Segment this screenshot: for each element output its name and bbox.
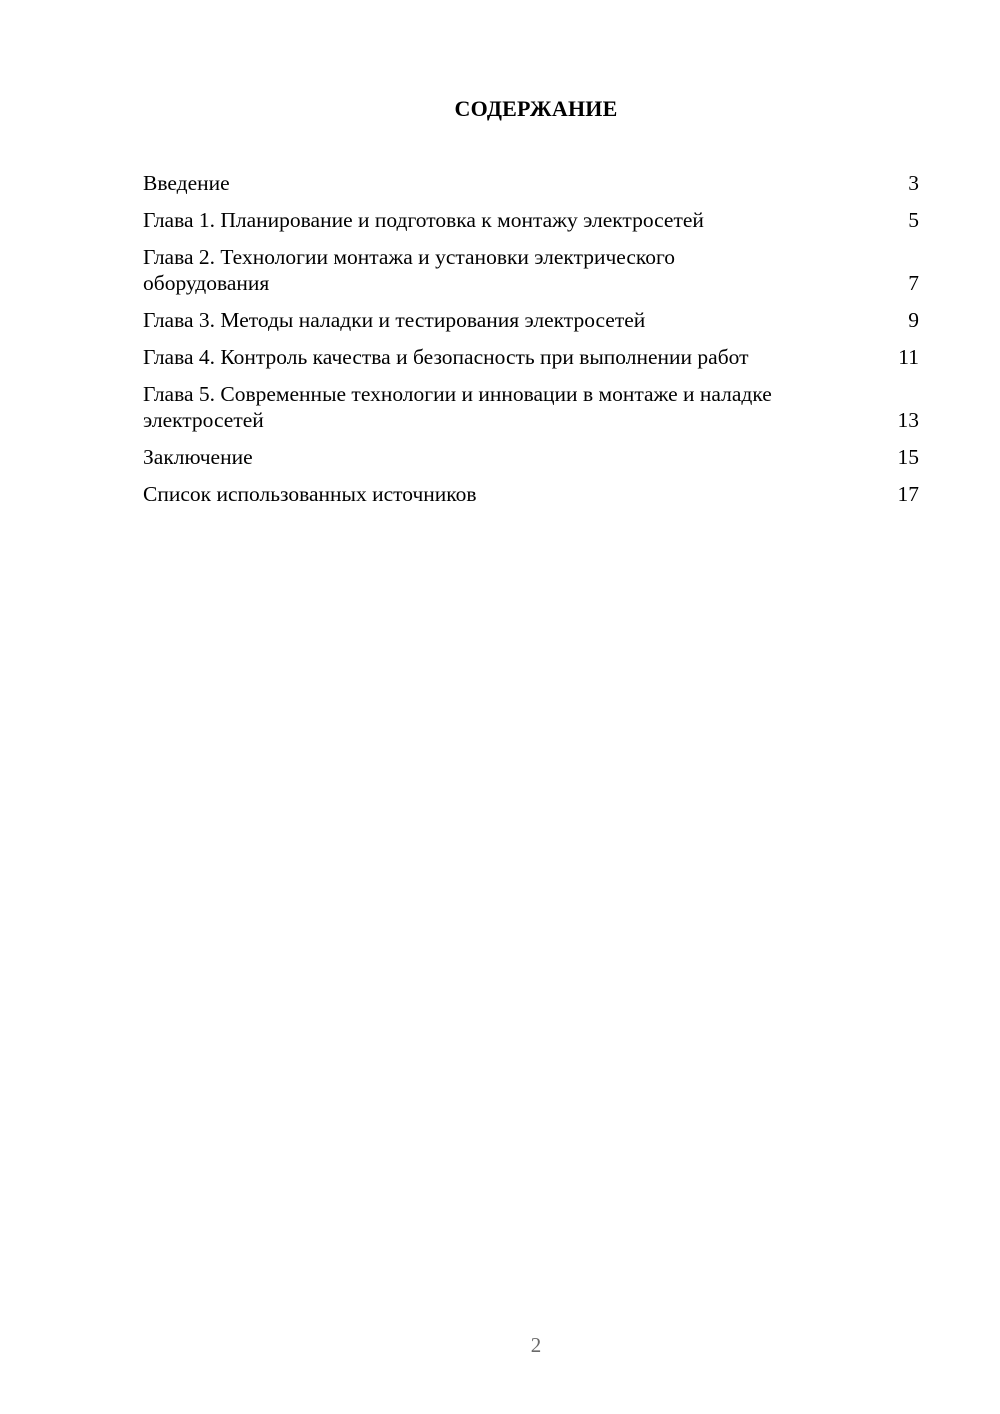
toc-entry-page: 3	[908, 171, 919, 195]
toc-entry-page: 5	[908, 208, 919, 232]
toc-entry-title: Глава 1. Планирование и подготовка к монтажу электросетей	[143, 208, 704, 232]
toc-entry-title: Глава 5. Современные технологии и инновации в монтаже и наладке электросетей	[143, 382, 772, 432]
page-title: СОДЕРЖАНИЕ	[454, 96, 618, 121]
toc-entry	[143, 344, 919, 370]
toc-entry	[143, 170, 919, 196]
toc-entry-page: 15	[897, 445, 919, 469]
toc-entry-title: Глава 2. Технологии монтажа и установки электрического оборудования	[143, 245, 676, 295]
toc-entry	[143, 244, 919, 296]
toc-entry	[143, 444, 919, 470]
toc-entry	[143, 307, 919, 333]
toc-entry-title: Глава 3. Методы наладки и тестирования электросетей	[143, 308, 646, 332]
toc-entry-page: 7	[908, 271, 919, 295]
toc-entry-title: Заключение	[143, 445, 253, 469]
toc-entry-page: 11	[898, 345, 919, 369]
toc-entry-title: Глава 4. Контроль качества и безопасность при выполнении работ	[143, 345, 749, 369]
toc-entry	[143, 481, 919, 507]
toc-entry-title: Список использованных источников	[143, 482, 477, 506]
toc-entry-title: Введение	[143, 171, 230, 195]
toc-entry-page: 17	[897, 482, 919, 506]
page-number: 2	[530, 1333, 542, 1357]
table-of-contents	[143, 170, 919, 518]
toc-entry-page: 13	[897, 408, 919, 432]
toc-entry	[143, 207, 919, 233]
toc-entry-page: 9	[908, 308, 919, 332]
toc-entry	[143, 381, 919, 433]
